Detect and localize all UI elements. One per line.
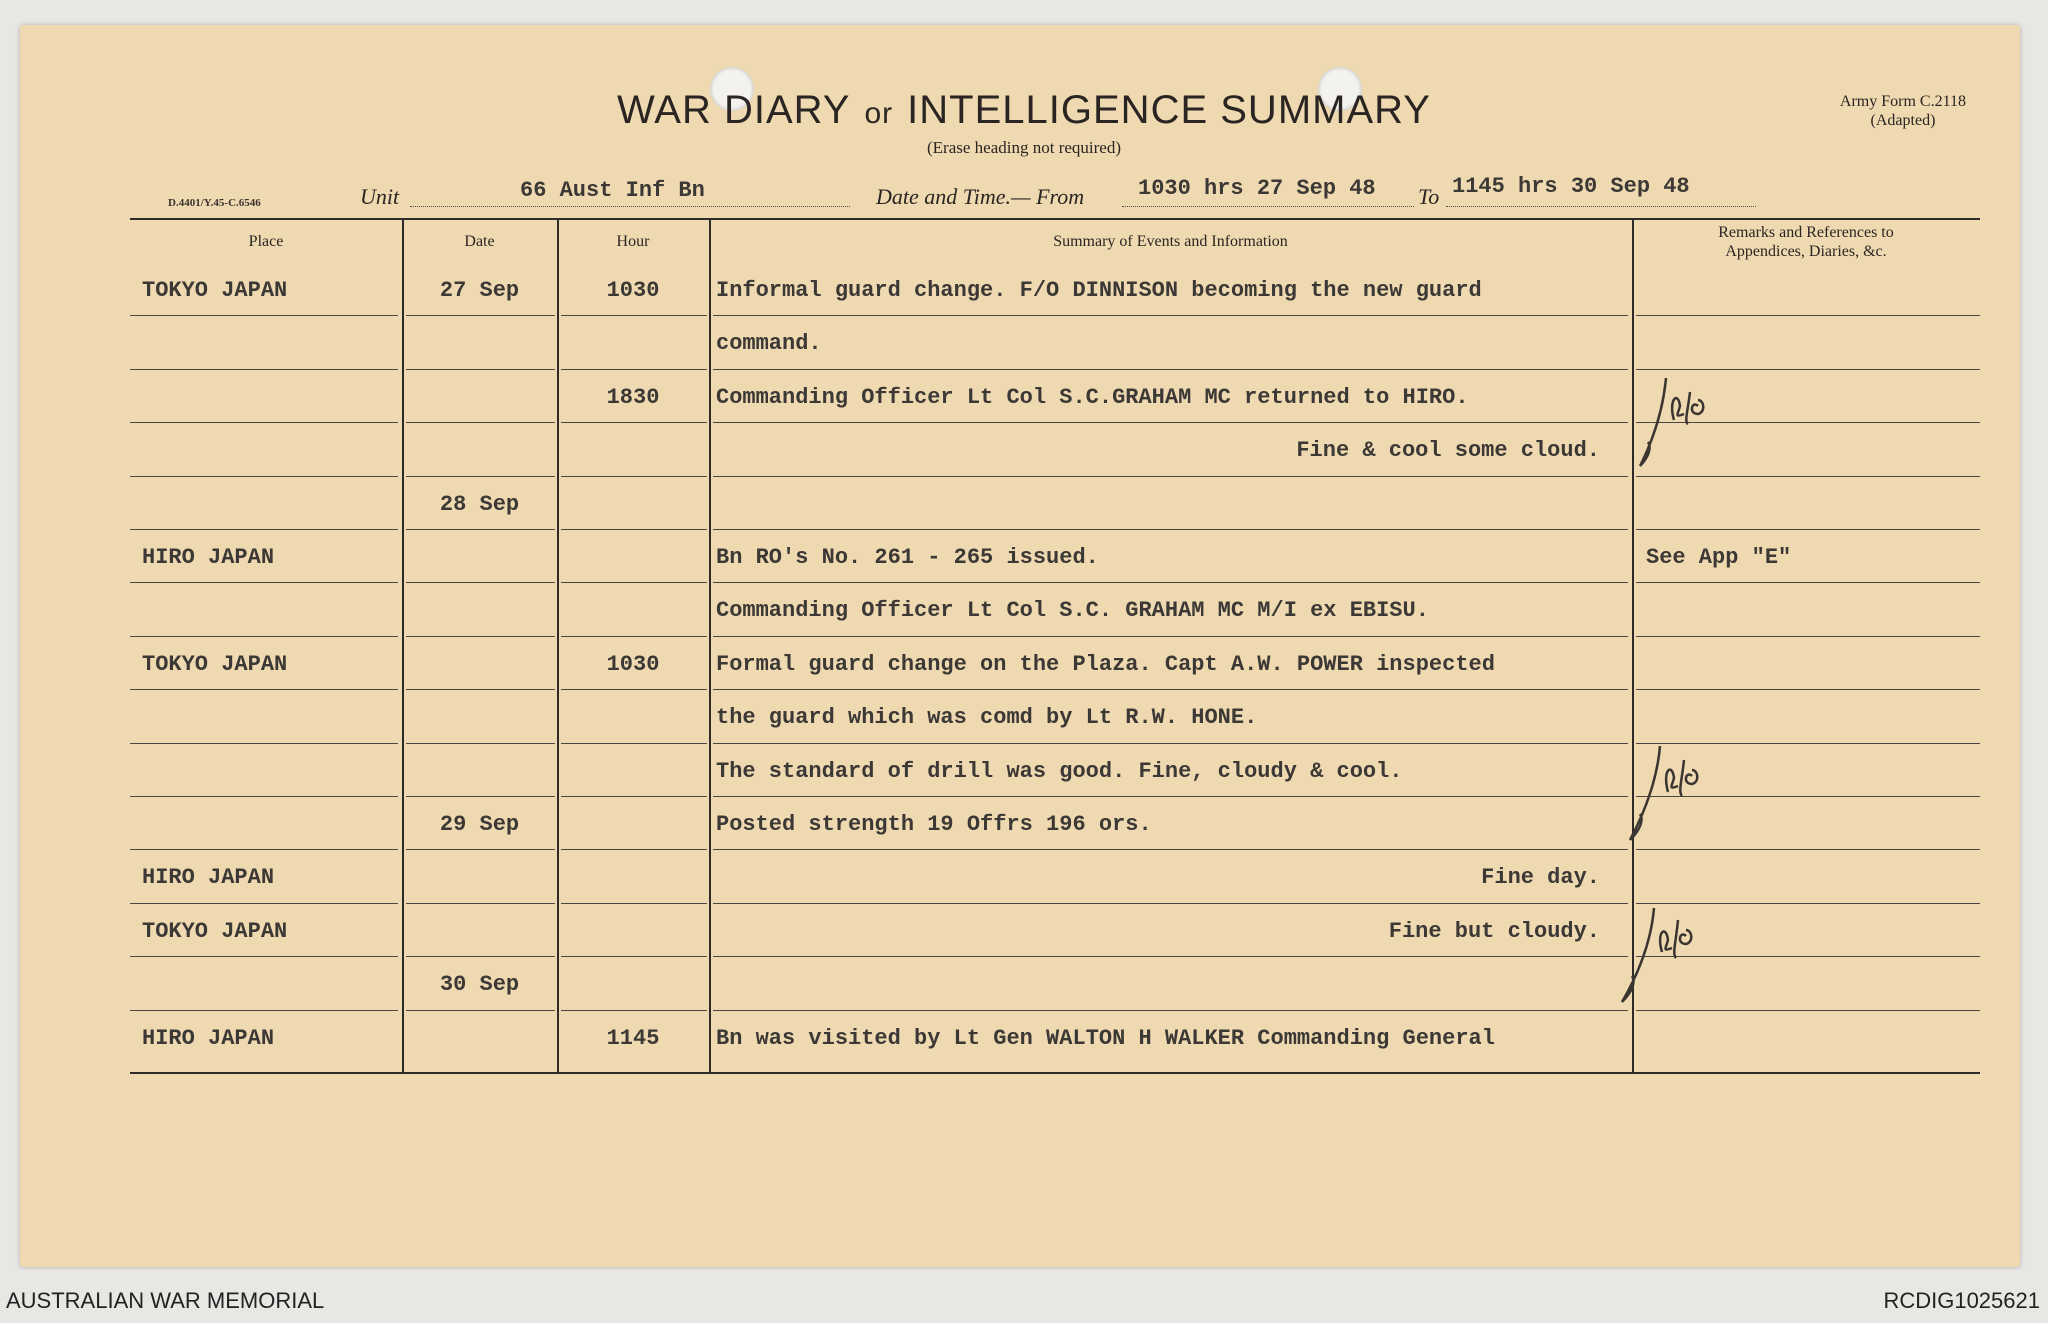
row-separator [713,369,1628,370]
row-separator [713,796,1628,797]
cell-date: 29 Sep [439,812,520,837]
cell-hour: 1030 [606,278,660,303]
row-separator [561,476,707,477]
row-separator [713,582,1628,583]
column-divider-hour [709,220,711,1072]
row-separator [713,849,1628,850]
row-separator [130,422,398,423]
row-separator [561,689,707,690]
row-separator [561,796,707,797]
cell-summary: Posted strength 19 Offrs 196 ors. [716,812,1152,837]
column-header-place: Place [248,233,284,250]
to-dotted-line [1446,206,1756,207]
row-separator [406,476,555,477]
row-separator [561,529,707,530]
page-subtitle: (Erase heading not required) [927,138,1121,157]
row-separator [130,956,398,957]
print-code: D.4401/Y.45-C.6546 [168,197,261,209]
row-separator [130,476,398,477]
row-separator [406,315,555,316]
row-separator [406,582,555,583]
initials-signature-2 [1610,740,1720,850]
table-top-rule [130,218,1980,220]
cell-summary: Commanding Officer Lt Col S.C.GRAHAM MC returned to HIRO. [716,384,1469,410]
cell-hour: 1830 [606,384,660,410]
column-header-summary: Summary of Events and Information [1053,233,1288,250]
row-separator [713,315,1628,316]
row-separator [713,903,1628,904]
row-separator [406,529,555,530]
row-separator [406,1010,555,1011]
row-separator [130,582,398,583]
cell-summary: Fine & cool some cloud. [1296,438,1600,464]
cell-summary: command. [716,331,822,357]
row-separator [713,689,1628,690]
page-title [0,88,2048,133]
cell-date: 28 Sep [439,491,520,517]
title-intelligence-summary: INTELLIGENCE SUMMARY [907,88,1431,132]
row-separator [1636,315,1980,316]
cell-summary: Fine day. [1481,865,1600,891]
cell-summary: Commanding Officer Lt Col S.C. GRAHAM MC M/I ex EBISU. [716,598,1429,624]
row-separator [713,1010,1628,1011]
cell-summary: Bn was visited by Lt Gen WALTON H WALKER Commanding General [716,1025,1495,1051]
row-separator [1636,529,1980,530]
row-separator [561,315,707,316]
row-separator [561,369,707,370]
unit-dotted-line [410,206,850,207]
cell-date: 27 Sep [439,278,520,303]
row-separator [561,849,707,850]
remarks-header-line-2: Appendices, Diaries, &c. [1725,243,1887,260]
cell-place: HIRO JAPAN [142,1025,275,1051]
row-separator [561,1010,707,1011]
row-separator [130,369,398,370]
column-header-remarks [1632,223,1980,261]
row-separator [1636,582,1980,583]
row-separator [561,422,707,423]
column-header-hour: Hour [616,233,650,250]
row-separator [406,796,555,797]
cell-place: HIRO JAPAN [142,865,275,891]
cell-summary: the guard which was comd by Lt R.W. HONE. [716,705,1258,731]
row-separator [130,1010,398,1011]
row-separator [406,636,555,637]
cell-summary: The standard of drill was good. Fine, cloudy & cool. [716,758,1403,784]
table-bottom-rule [130,1072,1980,1074]
row-separator [130,743,398,744]
row-separator [406,369,555,370]
row-separator [561,956,707,957]
row-separator [713,422,1628,423]
cell-hour: 1030 [606,651,660,677]
row-separator [130,689,398,690]
title-war-diary: WAR DIARY [617,88,851,132]
column-divider-date [557,220,559,1072]
row-separator [1636,689,1980,690]
row-separator [406,743,555,744]
cell-place: TOKYO JAPAN [142,918,288,944]
cell-place: HIRO JAPAN [142,545,275,570]
from-dotted-line [1122,206,1414,207]
war-diary-sheet [20,25,2020,1267]
cell-summary: Bn RO's No. 261 - 265 issued. [716,545,1099,570]
form-number-text: Army Form C.2118 [1839,93,1966,110]
row-separator [130,849,398,850]
row-separator [561,743,707,744]
row-separator [130,903,398,904]
date-time-label: Date and Time.— From [876,184,1085,209]
row-separator [406,689,555,690]
column-header-date: Date [464,233,495,250]
unit-value: 66 Aust Inf Bn [520,178,705,203]
cell-date: 30 Sep [439,972,520,998]
from-value: 1030 hrs 27 Sep 48 [1138,176,1376,201]
remarks-header-line-1: Remarks and References to [1718,224,1894,241]
cell-place: TOKYO JAPAN [142,651,288,677]
cell-summary: Fine but cloudy. [1388,918,1600,944]
unit-label: Unit [360,184,400,209]
form-adapted-text: (Adapted) [1870,112,1936,129]
row-separator [406,422,555,423]
cell-remarks: See App "E" [1646,545,1792,570]
row-separator [130,636,398,637]
initials-signature-1 [1618,370,1728,480]
cell-hour: 1145 [606,1025,660,1051]
row-separator [713,956,1628,957]
row-separator [130,796,398,797]
row-separator [561,636,707,637]
row-separator [406,903,555,904]
cell-place: TOKYO JAPAN [142,278,288,303]
row-separator [130,315,398,316]
row-separator [713,529,1628,530]
row-separator [713,743,1628,744]
to-value: 1145 hrs 30 Sep 48 [1452,174,1690,199]
row-separator [406,849,555,850]
column-divider-place [402,220,404,1072]
row-separator [130,529,398,530]
row-separator [561,903,707,904]
initials-signature-3 [1604,902,1714,1012]
army-form-number [1840,92,1966,130]
to-label: To [1418,184,1440,209]
row-separator [406,956,555,957]
row-separator [1636,636,1980,637]
row-separator [713,476,1628,477]
footer-archive-name: AUSTRALIAN WAR MEMORIAL [6,1288,325,1313]
cell-summary: Formal guard change on the Plaza. Capt A.W. POWER inspected [716,651,1495,677]
title-or: or [864,97,894,130]
row-separator [713,636,1628,637]
footer-record-id: RCDIG1025621 [1883,1288,2040,1313]
cell-summary: Informal guard change. F/O DINNISON becoming the new guard [716,278,1482,303]
row-separator [561,582,707,583]
